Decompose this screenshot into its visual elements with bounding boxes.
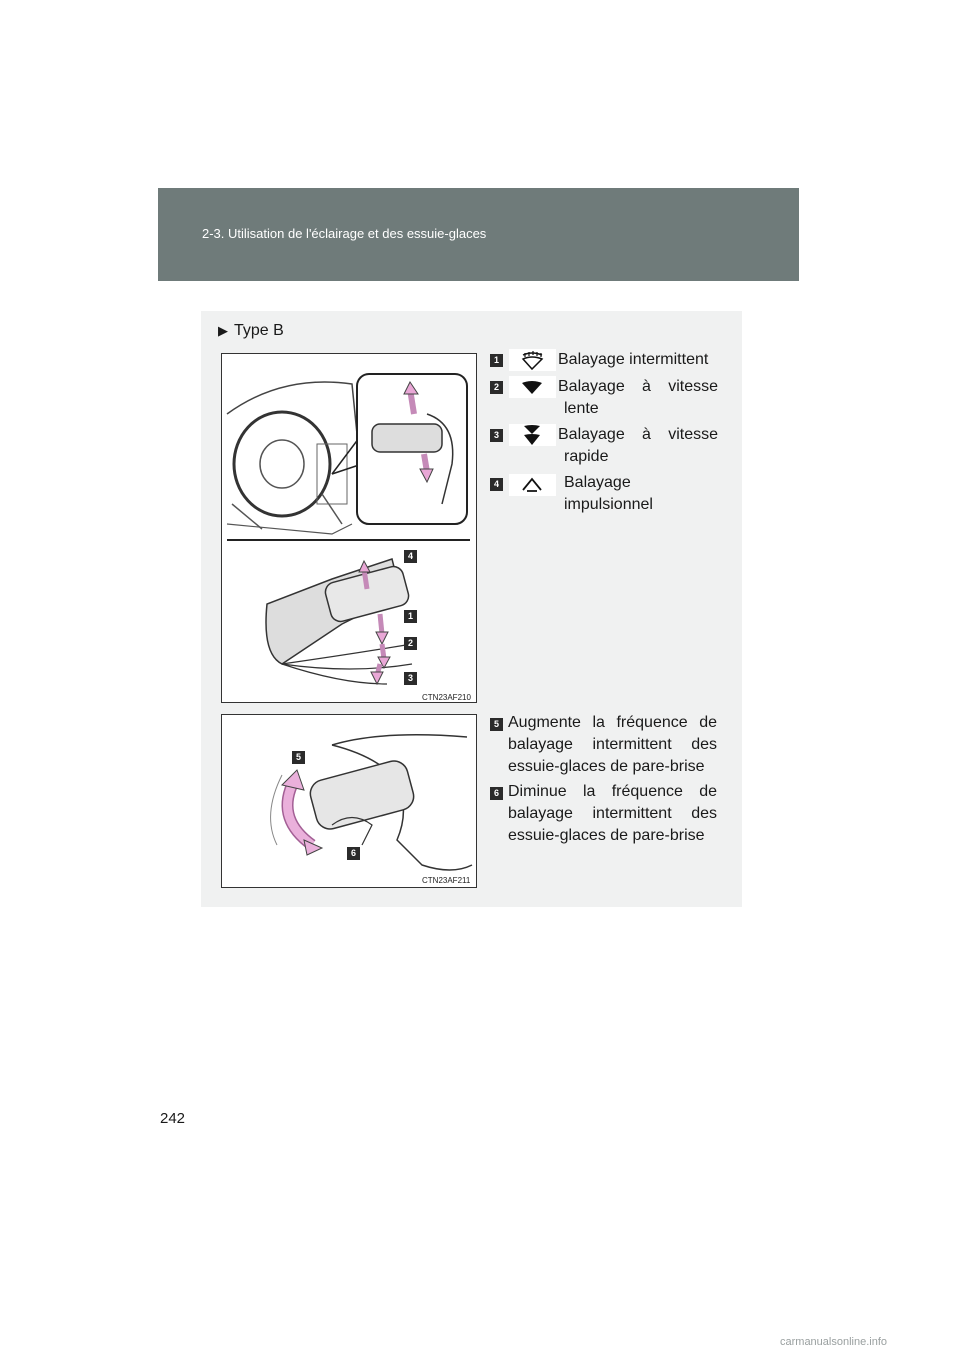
mode-1-text: Balayage intermittent: [558, 351, 709, 368]
mode-num-4: 4: [490, 478, 503, 491]
intermittent-wipe-icon: [509, 349, 556, 371]
callout-2: 2: [404, 637, 417, 650]
freq-6-line3: essuie-glaces de pare-brise: [508, 827, 705, 844]
freq-num-6: 6: [490, 787, 503, 800]
figure-code: CTN23AF210: [422, 693, 471, 702]
mode-3-text-line1: Balayage à vitesse: [558, 426, 718, 443]
page-number: 242: [160, 1110, 186, 1127]
mode-2-text-line1: Balayage à vitesse: [558, 378, 718, 395]
type-label-text: Type B: [234, 322, 284, 339]
high-speed-wipe-icon: [509, 424, 556, 446]
mode-2-text-line2: lente: [564, 400, 599, 417]
callout-5: 5: [292, 751, 305, 764]
freq-num-5: 5: [490, 718, 503, 731]
mist-wipe-icon: [509, 474, 556, 496]
figure-code: CTN23AF211: [422, 876, 471, 885]
callout-3: 3: [404, 672, 417, 685]
freq-5-line3: essuie-glaces de pare-brise: [508, 758, 705, 775]
callout-6: 6: [347, 847, 360, 860]
type-label: [218, 322, 284, 340]
freq-5-line1: Augmente la fréquence de: [508, 714, 717, 731]
callout-4: 4: [404, 550, 417, 563]
mode-4-text-line2: impulsionnel: [564, 496, 653, 513]
low-speed-wipe-icon: [509, 376, 556, 398]
freq-6-line1: Diminue la fréquence de: [508, 783, 717, 800]
lever-illustration-bottom: [221, 714, 477, 888]
mode-num-2: 2: [490, 381, 503, 394]
triangle-bullet-icon: ▶: [218, 323, 228, 338]
mode-num-1: 1: [490, 354, 503, 367]
mode-4-text-line1: Balayage: [564, 474, 631, 491]
lever-drawing-bottom: [222, 715, 476, 887]
freq-6-line2: balayage intermittent des: [508, 805, 717, 822]
watermark: carmanualsonline.info: [780, 1336, 888, 1348]
lever-illustration-top: [221, 353, 477, 703]
freq-5-line2: balayage intermittent des: [508, 736, 717, 753]
mode-3-text-line2: rapide: [564, 448, 609, 465]
callout-1: 1: [404, 610, 417, 623]
section-title: 2-3. Utilisation de l'éclairage et des essuie-glaces: [202, 226, 487, 241]
mode-num-3: 3: [490, 429, 503, 442]
section-header: [158, 188, 799, 281]
lever-drawing-top: [222, 354, 476, 702]
